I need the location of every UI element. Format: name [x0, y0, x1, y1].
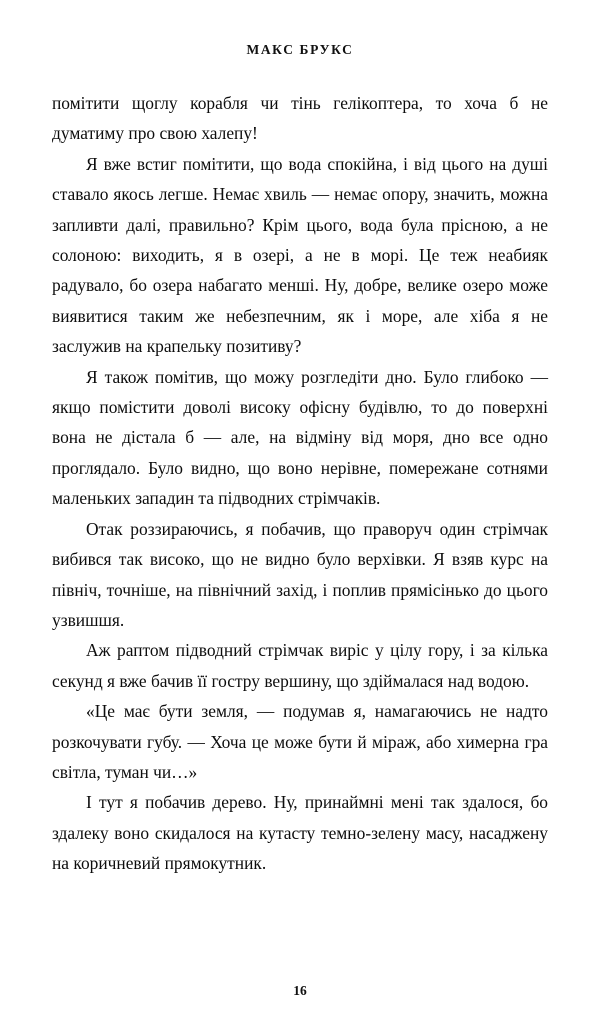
paragraph: помітити щоглу корабля чи тінь гелікоптера, то хоча б не думатиму про свою халепу!: [52, 93, 548, 144]
paragraph: Я вже встиг помітити, що вода спокійна, і від цього на душі ставало якось легше. Немає хвиль — немає опору, значить, можна запливти далі, правильно? Крім цього, вода була прісною, а не солоною: виходить, я в озері, а не в морі. Це теж неабияк радувало, бо озера набагато менші. Ну, добре, велике озеро може виявитися таким же небезпечним, як і море, але хіба я не заслужив на крапельку позитиву?: [52, 153, 548, 357]
paragraph: І тут я побачив дерево. Ну, принаймні мені так здалося, бо здалеку воно скидалося на кутасту темно-зелену масу, насаджену на коричневий прямокутник.: [52, 792, 548, 874]
paragraph: «Це має бути земля, — подумав я, намагаючись не надто розкочувати губу. — Хоча це може бути й міраж, або химерна гра світла, туман чи…»: [52, 701, 548, 782]
paragraph: Я також помітив, що можу розгледіти дно. Було глибоко — якщо помістити доволі високу офісну будівлю, то до поверхні вона не дістала б — але, на відміну від моря, дно все одно проглядало. Було видно, що воно нерівне, помережане сотнями маленьких западин та підводних стрімчаків.: [52, 366, 548, 509]
page-number: 16: [293, 983, 307, 998]
running-head: МАКС БРУКС: [246, 42, 354, 57]
paragraph: Аж раптом підводний стрімчак виріс у цілу гору, і за кілька секунд я вже бачив її гостру вершину, що здіймалася над водою.: [52, 640, 548, 691]
page-body: [52, 88, 548, 879]
book-page: [0, 42, 600, 1033]
paragraph: Отак роззираючись, я побачив, що праворуч один стрімчак вибився так високо, що не видно було верхівки. Я взяв курс на північ, точніше, на північний захід, і поплив прямісінько до цього узвишшя.: [52, 518, 548, 630]
